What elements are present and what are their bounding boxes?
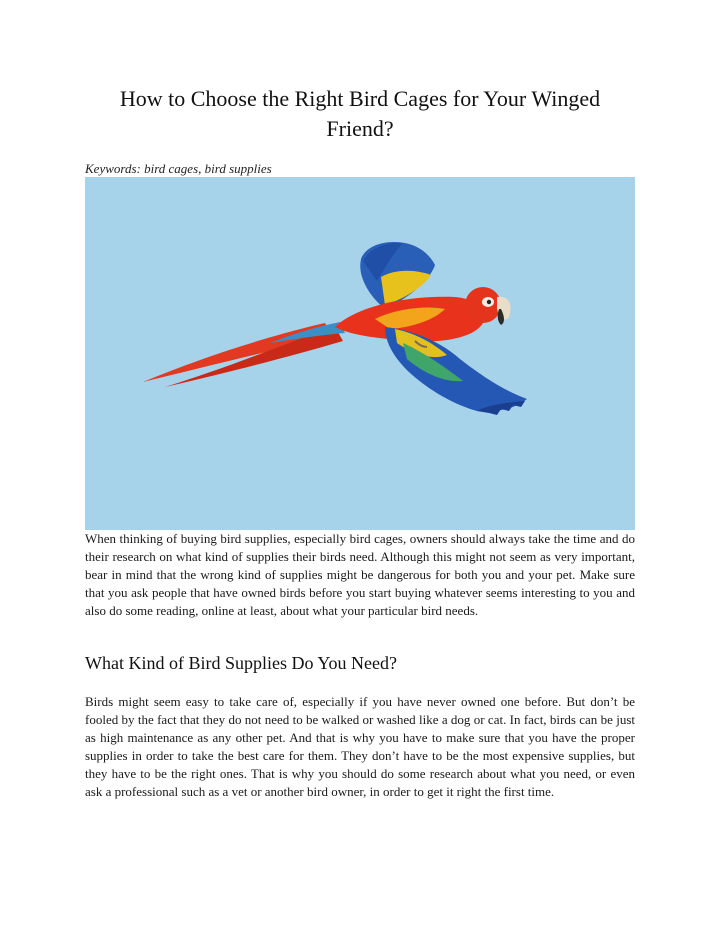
- intro-paragraph: When thinking of buying bird supplies, especially bird cages, owners should always take the time and do their research on what kind of supplies their birds need. Although this might not seem as very important, bear in mind that the wrong kind of supplies might be dangerous for both you and your pet. Make sure that you ask people that have owned birds before you start buying whatever seems interesting to you and also do some reading, online at least, about what your particular bird needs.: [85, 531, 635, 618]
- keywords-line: Keywords: bird cages, bird supplies: [85, 161, 272, 176]
- section-paragraph: Birds might seem easy to take care of, especially if you have never owned one before. But don’t be fooled by the fact that they do not need to be walked or washed like a dog or cat. In fact, birds can be just as high maintenance as any other pet. And that is why you have to make sure that you have the proper supplies in order to take the best care for them. They don’t have to be the most expensive supplies, but they have to be the right ones. That is why you should do some research about what you need, or even ask a professional such as a vet or another bird owner, in order to get it right the first time.: [85, 694, 635, 799]
- section-heading: What Kind of Bird Supplies Do You Need?: [85, 653, 397, 673]
- macaw-photo: [85, 177, 635, 530]
- macaw-illustration: [85, 177, 635, 530]
- article-title: How to Choose the Right Bird Cages for Your Winged Friend?: [119, 86, 601, 141]
